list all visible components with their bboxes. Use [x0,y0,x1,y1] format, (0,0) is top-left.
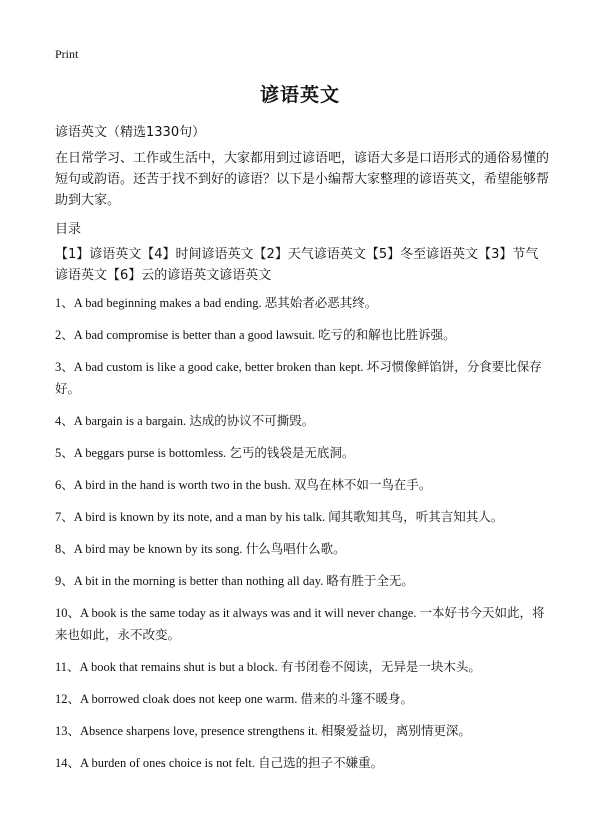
entry-chinese: 坏习惯像鲜馅饼，分食要比保存好。 [55,359,542,396]
table-of-contents[interactable]: 【1】谚语英文【4】时间谚语英文【2】天气谚语英文【5】冬至谚语英文【3】节气谚语英文【6】云的谚语英文谚语英文 [55,247,539,283]
entry-english: A borrowed cloak does not keep one warm. [80,692,298,706]
list-item [55,720,550,742]
entry-english: A bad beginning makes a bad ending. [73,296,262,310]
list-item [55,442,550,464]
list-item [55,570,550,592]
entry-english: A bargain is a bargain. [73,414,187,428]
entry-english: A bird is known by its note, and a man by his talk. [73,510,326,524]
entry-english: A book is the same today as it always was and it will never change. [80,606,417,620]
entry-english: A bit in the morning is better than nothing all day. [73,574,324,588]
entry-english: A burden of ones choice is not felt. [80,756,255,770]
entry-number: 8、 [55,542,74,556]
list-item [55,506,550,528]
entry-chinese: 有书闭卷不阅读，无异是一块木头。 [280,659,481,674]
entry-english: A bad custom is like a good cake, better broken than kept. [73,360,364,374]
entry-number: 4、 [55,414,74,428]
list-item [55,538,550,560]
intro-paragraph: 在日常学习、工作或生活中，大家都用到过谚语吧，谚语大多是口语形式的通俗易懂的短句或韵语。还苦于找不到好的谚语？以下是小编帮大家整理的谚语英文，希望能够帮助到大家。 [55,151,550,208]
entry-english: A bad compromise is better than a good lawsuit. [73,328,316,342]
entry-chinese: 恶其始者必恶其终。 [264,295,378,310]
list-item [55,656,550,678]
subtitle: 谚语英文（精选1330句） [55,125,206,140]
entry-number: 3、 [55,360,74,374]
list-item [55,292,550,314]
list-item [55,356,550,400]
entry-chinese: 达成的协议不可撕毁。 [189,413,315,428]
proverb-list [55,292,550,784]
entry-number: 1、 [55,296,74,310]
entry-chinese: 吃亏的和解也比胜诉强。 [318,327,456,342]
list-item [55,474,550,496]
entry-number: 7、 [55,510,74,524]
list-item [55,410,550,432]
entry-chinese: 自己选的担子不嫌重。 [258,755,384,770]
entry-number: 13、 [55,724,81,738]
entry-number: 6、 [55,478,74,492]
entry-number: 12、 [55,692,81,706]
list-item [55,752,550,774]
entry-english: Absence sharpens love, presence strengthens it. [80,724,318,738]
entry-number: 2、 [55,328,74,342]
entry-english: A bird in the hand is worth two in the bush. [73,478,291,492]
entry-english: A bird may be known by its song. [73,542,243,556]
entry-english: A beggars purse is bottomless. [73,446,227,460]
entry-number: 14、 [55,756,81,770]
entry-chinese: 一本好书今天如此，将来也如此，永不改变。 [55,605,545,642]
list-item [55,602,550,646]
page-title: 谚语英文 [259,84,340,106]
print-label[interactable]: Print [55,47,79,61]
entry-chinese: 略有胜于全无。 [326,573,414,588]
entry-chinese: 双鸟在林不如一鸟在手。 [293,477,432,492]
entry-chinese: 什么鸟唱什么歌。 [245,541,346,556]
entry-number: 11、 [55,660,80,674]
entry-chinese: 相聚爱益切，离别情更深。 [320,723,471,738]
toc-heading: 目录 [55,222,82,237]
list-item [55,688,550,710]
entry-chinese: 乞丐的钱袋是无底洞。 [229,445,355,460]
list-item [55,324,550,346]
entry-number: 5、 [55,446,74,460]
entry-chinese: 闻其歌知其鸟，听其言知其人。 [328,509,504,524]
entry-number: 10、 [55,606,81,620]
entry-english: A book that remains shut is but a block. [79,660,278,674]
entry-chinese: 借来的斗篷不暖身。 [300,691,413,706]
entry-number: 9、 [55,574,74,588]
